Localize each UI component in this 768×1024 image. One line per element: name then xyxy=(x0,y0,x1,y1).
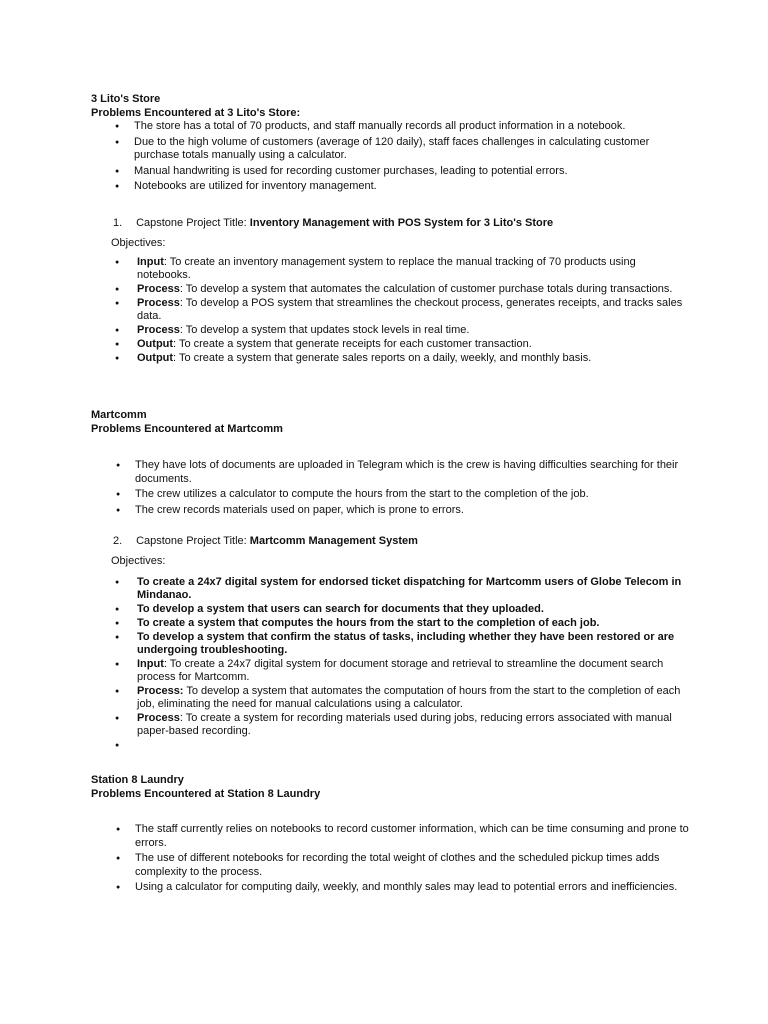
section-heading: 3 Lito's Store xyxy=(91,93,161,105)
problem-list xyxy=(91,459,691,517)
list-item: ● The use of different notebooks for recording the total weight of clothes and the scheduled pickup times adds complexity to the process. xyxy=(91,852,691,879)
section-heading: Martcomm xyxy=(91,409,147,421)
list-item: ● Manual handwriting is used for recording customer purchases, leading to potential errors. xyxy=(90,165,691,179)
list-item: ● The crew records materials used on paper, which is prone to errors. xyxy=(91,504,691,518)
project-title-line xyxy=(113,535,673,549)
section-3litos xyxy=(91,93,691,196)
objective-text: : To create an inventory management system to replace the manual tracking of 70 products using notebooks. xyxy=(137,256,636,281)
section-subheading: Problems Encountered at Station 8 Laundry xyxy=(91,787,321,800)
objective-text: : To create a system that generate sales reports on a daily, weekly, and monthly basis. xyxy=(173,352,592,364)
objective-text: : To develop a POS system that streamlines the checkout process, generates receipts, and tracks sales data. xyxy=(137,297,683,322)
objective-item xyxy=(91,256,691,282)
objective-item xyxy=(91,283,691,296)
objective-label: Process xyxy=(137,712,180,724)
problem-list xyxy=(90,120,691,194)
objective-list xyxy=(91,576,691,752)
project-title: Martcomm Management System xyxy=(249,535,418,547)
objective-label: Process xyxy=(137,324,180,336)
list-number: 1. xyxy=(113,217,123,229)
objective-item: ● To create a system that computes the hours from the start to the completion of each job. xyxy=(91,617,691,630)
list-number: 2. xyxy=(113,535,123,547)
objectives-label: Objectives: xyxy=(111,555,166,567)
objective-list xyxy=(91,256,691,365)
list-item: ● They have lots of documents are uploaded in Telegram which is the crew is having difficulties searching for their documents. xyxy=(91,459,691,486)
list-item: ● The staff currently relies on notebooks to record customer information, which can be time consuming and prone to errors. xyxy=(91,823,691,850)
objective-item xyxy=(91,324,691,337)
objective-text: : To develop a system that automates the calculation of customer purchase totals during transactions. xyxy=(179,283,673,295)
objective-item xyxy=(91,297,691,323)
objective-text: To develop a system that automates the computation of hours from the start to the completion of each job, eliminating the need for manual calculations using a calculator. xyxy=(137,685,681,710)
objective-item: ● To develop a system that users can search for documents that they uploaded. xyxy=(91,603,691,616)
list-item: ● The store has a total of 70 products, and staff manually records all product information in a notebook. xyxy=(90,120,691,134)
station8-problems xyxy=(91,823,691,897)
empty-objective-item xyxy=(91,739,691,752)
objective-label: Process: xyxy=(137,685,184,697)
objective-text: : To create a 24x7 digital system for document storage and retrieval to streamline the document search process for Martcomm. xyxy=(137,658,664,683)
objective-text: : To develop a system that updates stock levels in real time. xyxy=(179,324,470,336)
objective-item xyxy=(91,685,691,711)
problem-list xyxy=(91,823,691,895)
project-prefix: Capstone Project Title: xyxy=(136,535,250,547)
objective-text: : To create a system for recording materials used during jobs, reducing errors associated with manual paper-based recording. xyxy=(137,712,672,737)
martcomm-problems xyxy=(91,459,691,519)
objectives-section-2 xyxy=(91,576,691,753)
objective-label: Output xyxy=(137,352,174,364)
section-heading: Station 8 Laundry xyxy=(91,774,184,786)
list-item: ● Notebooks are utilized for inventory management. xyxy=(90,180,691,194)
objective-label: Process xyxy=(137,297,180,309)
objective-item: ● To create a 24x7 digital system for endorsed ticket dispatching for Martcomm users of Globe Telecom in Mindanao. xyxy=(91,576,691,602)
list-item: ● Due to the high volume of customers (average of 120 daily), staff faces challenges in calculating customer purchase totals manually using a calculator. xyxy=(90,136,691,163)
project-title: Inventory Management with POS System for 3 Lito's Store xyxy=(249,217,554,229)
objective-text: : To create a system that generate receipts for each customer transaction. xyxy=(173,338,532,350)
objective-item: ● To develop a system that confirm the status of tasks, including whether they have been restored or are undergoing troubleshooting. xyxy=(91,631,691,657)
section-subheading: Problems Encountered at 3 Lito's Store: xyxy=(91,106,301,119)
list-item: ● Using a calculator for computing daily, weekly, and monthly sales may lead to potential errors and inefficiencies. xyxy=(91,881,691,895)
objective-item xyxy=(91,338,691,351)
objective-item xyxy=(91,352,691,365)
list-item: ● The crew utilizes a calculator to compute the hours from the start to the completion of the job. xyxy=(91,488,691,502)
objective-label: Input xyxy=(137,256,164,268)
objectives-label: Objectives: xyxy=(111,237,166,249)
section-station8 xyxy=(91,774,691,801)
project-title-line xyxy=(113,217,673,231)
section-martcomm xyxy=(91,409,691,436)
section-subheading: Problems Encountered at Martcomm xyxy=(91,422,283,435)
objective-item xyxy=(91,658,691,684)
project-prefix: Capstone Project Title: xyxy=(136,217,250,229)
objective-label: Input xyxy=(137,658,164,670)
objective-label: Process xyxy=(137,283,180,295)
objective-label: Output xyxy=(137,338,174,350)
objectives-section-1 xyxy=(91,256,691,366)
objective-item xyxy=(91,712,691,738)
